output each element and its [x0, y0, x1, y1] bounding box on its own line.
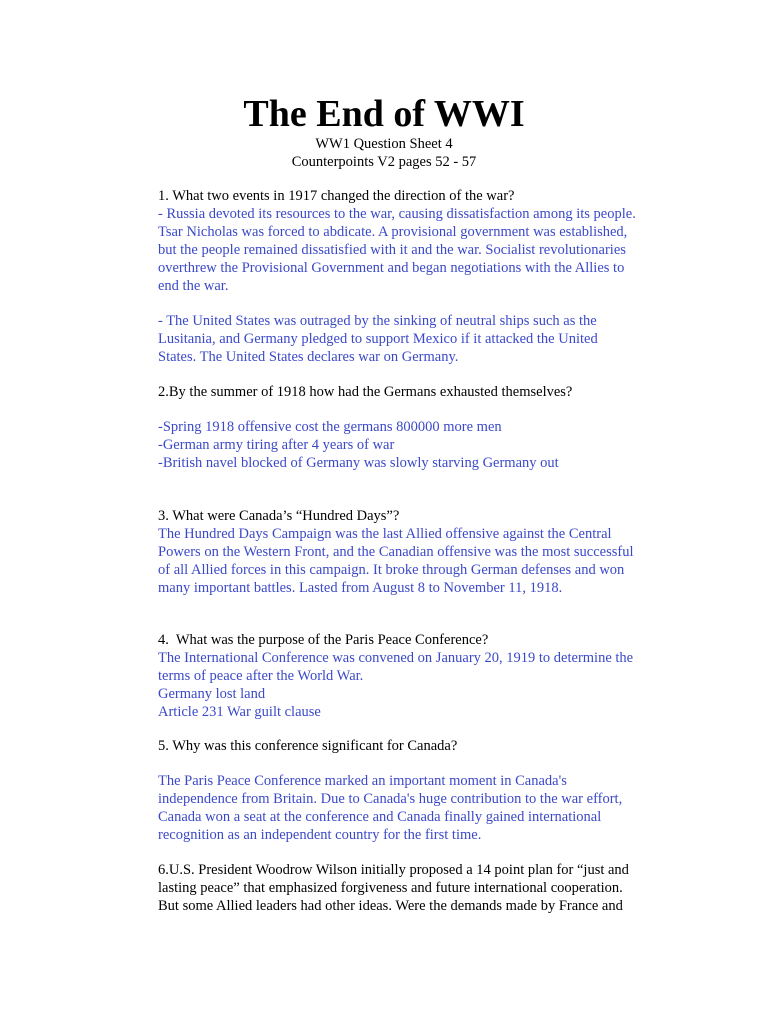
question-1	[158, 187, 658, 205]
answer-line: many important battles. Lasted from August 8 to November 11, 1918.	[158, 580, 563, 596]
answer-line: -British navel blocked of Germany was slowly starving Germany out	[158, 455, 559, 471]
question-line: But some Allied leaders had other ideas. Were the demands made by France and	[158, 898, 623, 914]
question-6	[158, 861, 658, 915]
answer-1-united-states	[158, 312, 658, 366]
question-1-text: 1. What two events in 1917 changed the direction of the war?	[158, 188, 515, 204]
question-line: lasting peace” that emphasized forgiveness and future international cooperation.	[158, 880, 623, 896]
question-4	[158, 631, 658, 649]
answer-line: of all Allied forces in this campaign. It broke through German defenses and won	[158, 562, 625, 578]
page-subtitle-sheet: WW1 Question Sheet 4	[315, 136, 453, 152]
answer-3	[158, 525, 658, 597]
answer-4	[158, 649, 658, 721]
answer-line: recognition as an independent country for the first time.	[158, 827, 482, 843]
answer-2	[158, 418, 658, 472]
question-4-text: 4. What was the purpose of the Paris Peace Conference?	[158, 632, 489, 648]
question-2	[158, 383, 658, 401]
answer-line: -German army tiring after 4 years of war	[158, 437, 395, 453]
answer-line: The Paris Peace Conference marked an important moment in Canada's	[158, 773, 567, 789]
answer-line: Tsar Nicholas was forced to abdicate. A provisional government was established,	[158, 224, 628, 240]
answer-line: terms of peace after the World War.	[158, 668, 364, 684]
page-subtitle-pages: Counterpoints V2 pages 52 - 57	[291, 154, 477, 170]
answer-line: States. The United States declares war on Germany.	[158, 349, 459, 365]
answer-line: Germany lost land	[158, 686, 266, 702]
answer-line: Canada won a seat at the conference and Canada finally gained international	[158, 809, 602, 825]
answer-line: - The United States was outraged by the sinking of neutral ships such as the	[158, 313, 597, 329]
question-2-text: 2.By the summer of 1918 how had the Germans exhausted themselves?	[158, 384, 573, 400]
answer-line: The Hundred Days Campaign was the last Allied offensive against the Central	[158, 526, 612, 542]
answer-line: - Russia devoted its resources to the war, causing dissatisfaction among its people.	[158, 206, 636, 222]
question-3	[158, 507, 658, 525]
answer-line: -Spring 1918 offensive cost the germans 800000 more men	[158, 419, 502, 435]
answer-line: independence from Britain. Due to Canada's huge contribution to the war effort,	[158, 791, 623, 807]
question-5	[158, 737, 658, 755]
answer-line: Article 231 War guilt clause	[158, 704, 321, 720]
answer-5	[158, 772, 658, 844]
answer-line: Powers on the Western Front, and the Canadian offensive was the most successful	[158, 544, 634, 560]
question-line: 6.U.S. President Woodrow Wilson initially proposed a 14 point plan for “just and	[158, 862, 629, 878]
question-5-text: 5. Why was this conference significant for Canada?	[158, 738, 458, 754]
answer-line: The International Conference was convened on January 20, 1919 to determine the	[158, 650, 634, 666]
answer-line: overthrew the Provisional Government and began negotiations with the Allies to	[158, 260, 625, 276]
answer-1-russia	[158, 205, 658, 295]
answer-line: end the war.	[158, 278, 229, 294]
question-3-text: 3. What were Canada’s “Hundred Days”?	[158, 508, 400, 524]
answer-line: Lusitania, and Germany pledged to support Mexico if it attacked the United	[158, 331, 598, 347]
answer-line: but the people remained dissatisfied with it and the war. Socialist revolutionaries	[158, 242, 626, 258]
page-title: The End of WWI	[243, 93, 525, 135]
